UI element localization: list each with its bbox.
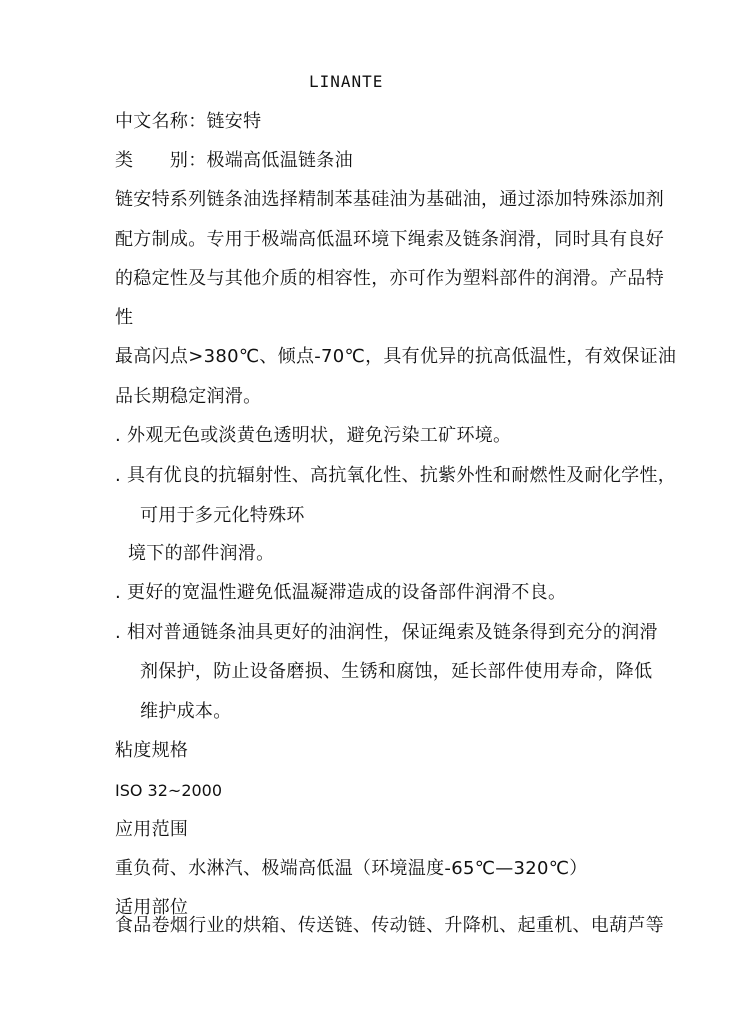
feature-bullet-appearance: . 外观无色或淡黄色透明状，避免污染工矿环境。 bbox=[115, 425, 512, 446]
intro-line: 配方制成。专用于极端高低温环境下绳索及链条润滑，同时具有良好 bbox=[115, 229, 664, 250]
feature-bullet-continuation: 剂保护，防止设备磨损、生锈和腐蚀，延长部件使用寿命，降低 bbox=[140, 661, 653, 682]
parts-value: 食品卷烟行业的烘箱、传送链、传动链、升降机、起重机、电葫芦等 bbox=[115, 915, 664, 936]
application-value: 重负荷、水淋汽、极端高低温（环境温度-65℃—320℃） bbox=[115, 858, 588, 879]
parts-heading: 适用部位 bbox=[115, 897, 189, 918]
temperature-line: 品长期稳定润滑。 bbox=[115, 386, 262, 407]
feature-bullet-continuation: 境下的部件润滑。 bbox=[128, 543, 275, 564]
chinese-name-line: 中文名称：链安特 bbox=[115, 111, 262, 132]
intro-line: 性 bbox=[115, 307, 134, 328]
viscosity-value: ISO 32~2000 bbox=[115, 781, 223, 800]
intro-line: 链安特系列链条油选择精制苯基硅油为基础油，通过添加特殊添加剂 bbox=[115, 189, 664, 210]
feature-bullet-lubrication: . 相对普通链条油具更好的油润性，保证绳索及链条得到充分的润滑 bbox=[115, 622, 658, 643]
feature-bullet-continuation: 维护成本。 bbox=[140, 701, 232, 722]
category-line: 类 别：极端高低温链条油 bbox=[115, 150, 353, 171]
application-heading: 应用范围 bbox=[115, 819, 189, 840]
temperature-line: 最高闪点>380℃、倾点-70℃，具有优异的抗高低温性，有效保证油 bbox=[115, 346, 677, 367]
intro-line: 的稳定性及与其他介质的相容性，亦可作为塑料部件的润滑。产品特 bbox=[115, 268, 664, 289]
viscosity-heading: 粘度规格 bbox=[115, 740, 189, 761]
product-title: LINANTE bbox=[309, 72, 384, 91]
feature-bullet-continuation: 可用于多元化特殊环 bbox=[140, 505, 305, 526]
feature-bullet-temperature: . 更好的宽温性避免低温凝滞造成的设备部件润滑不良。 bbox=[115, 582, 567, 603]
feature-bullet-resistance: . 具有优良的抗辐射性、高抗氧化性、抗紫外性和耐燃性及耐化学性， bbox=[115, 465, 677, 486]
